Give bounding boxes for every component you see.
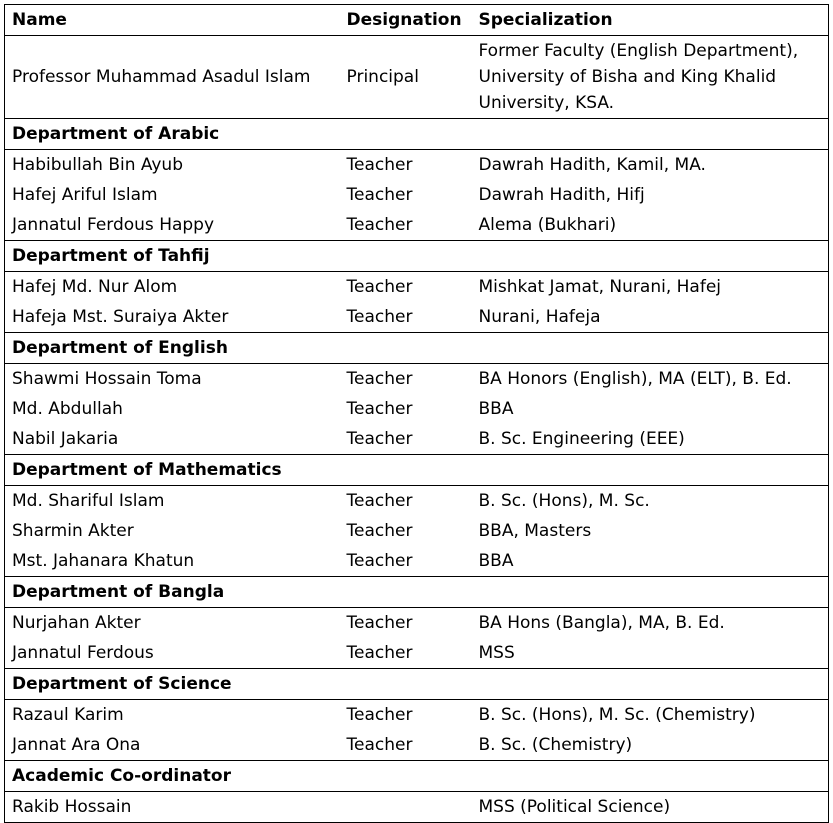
member-designation: Teacher — [346, 398, 413, 419]
member-specialization: B. Sc. Engineering (EEE) — [472, 424, 829, 455]
table-row — [5, 638, 829, 669]
member-name: Mst. Jahanara Khatun — [5, 546, 340, 577]
member-designation: Teacher — [340, 272, 472, 303]
member-designation: Teacher — [340, 150, 472, 181]
member-specialization: B. Sc. (Hons), M. Sc. — [472, 486, 829, 517]
table-row — [5, 486, 829, 517]
department-header-row — [5, 119, 829, 150]
member-name: Hafej Md. Nur Alom — [5, 272, 340, 303]
member-name: Hafej Ariful Islam — [5, 180, 340, 210]
member-specialization: B. Sc. (Hons), M. Sc. (Chemistry) — [472, 700, 829, 731]
department-header-row — [5, 455, 829, 486]
column-header-name: Name — [5, 5, 340, 36]
member-specialization: BBA, Masters — [472, 516, 829, 546]
table-row — [5, 150, 829, 181]
table-row — [5, 608, 829, 639]
table-row — [5, 700, 829, 731]
table-row — [5, 516, 829, 546]
member-designation: Teacher — [346, 520, 413, 541]
member-name: Jannatul Ferdous Happy — [5, 210, 340, 241]
member-name: Md. Abdullah — [5, 394, 340, 424]
member-specialization: Mishkat Jamat, Nurani, Hafej — [472, 272, 829, 303]
department-title: Department of English — [5, 333, 829, 364]
member-designation: Teacher — [340, 424, 472, 455]
member-specialization: MSS (Political Science) — [472, 792, 829, 823]
member-specialization: Dawrah Hadith, Kamil, MA. — [472, 150, 829, 181]
table-row — [5, 302, 829, 333]
table-header-row — [5, 5, 829, 36]
member-specialization: BA Honors (English), MA (ELT), B. Ed. — [472, 364, 829, 395]
member-designation: Teacher — [340, 730, 472, 761]
department-header-row — [5, 577, 829, 608]
principal-designation: Principal — [340, 36, 472, 119]
member-name: Nabil Jakaria — [5, 424, 340, 455]
member-name: Hafeja Mst. Suraiya Akter — [5, 302, 340, 333]
department-header-row — [5, 669, 829, 700]
member-designation: Teacher — [340, 700, 472, 731]
member-specialization: BBA — [472, 394, 829, 424]
member-specialization: B. Sc. (Chemistry) — [472, 730, 829, 761]
table-row — [5, 792, 829, 823]
table-row — [5, 272, 829, 303]
member-specialization: Dawrah Hadith, Hifj — [472, 180, 829, 210]
table-row — [5, 210, 829, 241]
member-designation: Teacher — [340, 364, 472, 395]
column-header-specialization: Specialization — [472, 5, 829, 36]
member-designation: Teacher — [340, 210, 472, 241]
member-specialization: BA Hons (Bangla), MA, B. Ed. — [472, 608, 829, 639]
table-row — [5, 180, 829, 210]
department-title: Academic Co-ordinator — [5, 761, 829, 792]
department-title: Department of Arabic — [5, 119, 829, 150]
department-title: Department of Mathematics — [5, 455, 829, 486]
department-header-row — [5, 333, 829, 364]
member-designation — [340, 792, 472, 823]
table-row — [5, 730, 829, 761]
member-designation: Teacher — [340, 302, 472, 333]
table-row — [5, 424, 829, 455]
member-specialization: Alema (Bukhari) — [472, 210, 829, 241]
department-header-row — [5, 241, 829, 272]
member-specialization: MSS — [472, 638, 829, 669]
member-name: Habibullah Bin Ayub — [5, 150, 340, 181]
member-name: Rakib Hossain — [5, 792, 340, 823]
column-header-designation: Designation — [340, 5, 472, 36]
member-designation: Teacher — [340, 546, 472, 577]
member-name: Shawmi Hossain Toma — [5, 364, 340, 395]
member-designation: Teacher — [346, 184, 413, 205]
member-name: Sharmin Akter — [5, 516, 340, 546]
member-name: Jannat Ara Ona — [5, 730, 340, 761]
department-header-row — [5, 761, 829, 792]
member-specialization: BBA — [472, 546, 829, 577]
principal-row — [5, 36, 829, 119]
member-designation: Teacher — [340, 638, 472, 669]
principal-name: Professor Muhammad Asadul Islam — [5, 36, 340, 119]
table-row — [5, 546, 829, 577]
member-name: Nurjahan Akter — [5, 608, 340, 639]
member-designation: Teacher — [340, 486, 472, 517]
department-title: Department of Tahfij — [5, 241, 829, 272]
member-name: Md. Shariful Islam — [5, 486, 340, 517]
department-title: Department of Science — [5, 669, 829, 700]
member-designation: Teacher — [340, 608, 472, 639]
principal-specialization: Former Faculty (English Department), University of Bisha and King Khalid University, KSA. — [472, 36, 829, 119]
member-specialization: Nurani, Hafeja — [472, 302, 829, 333]
member-name: Jannatul Ferdous — [5, 638, 340, 669]
department-title: Department of Bangla — [5, 577, 829, 608]
table-body — [5, 36, 829, 823]
table-row — [5, 394, 829, 424]
staff-table — [4, 4, 829, 823]
member-name: Razaul Karim — [5, 700, 340, 731]
table-row — [5, 364, 829, 395]
